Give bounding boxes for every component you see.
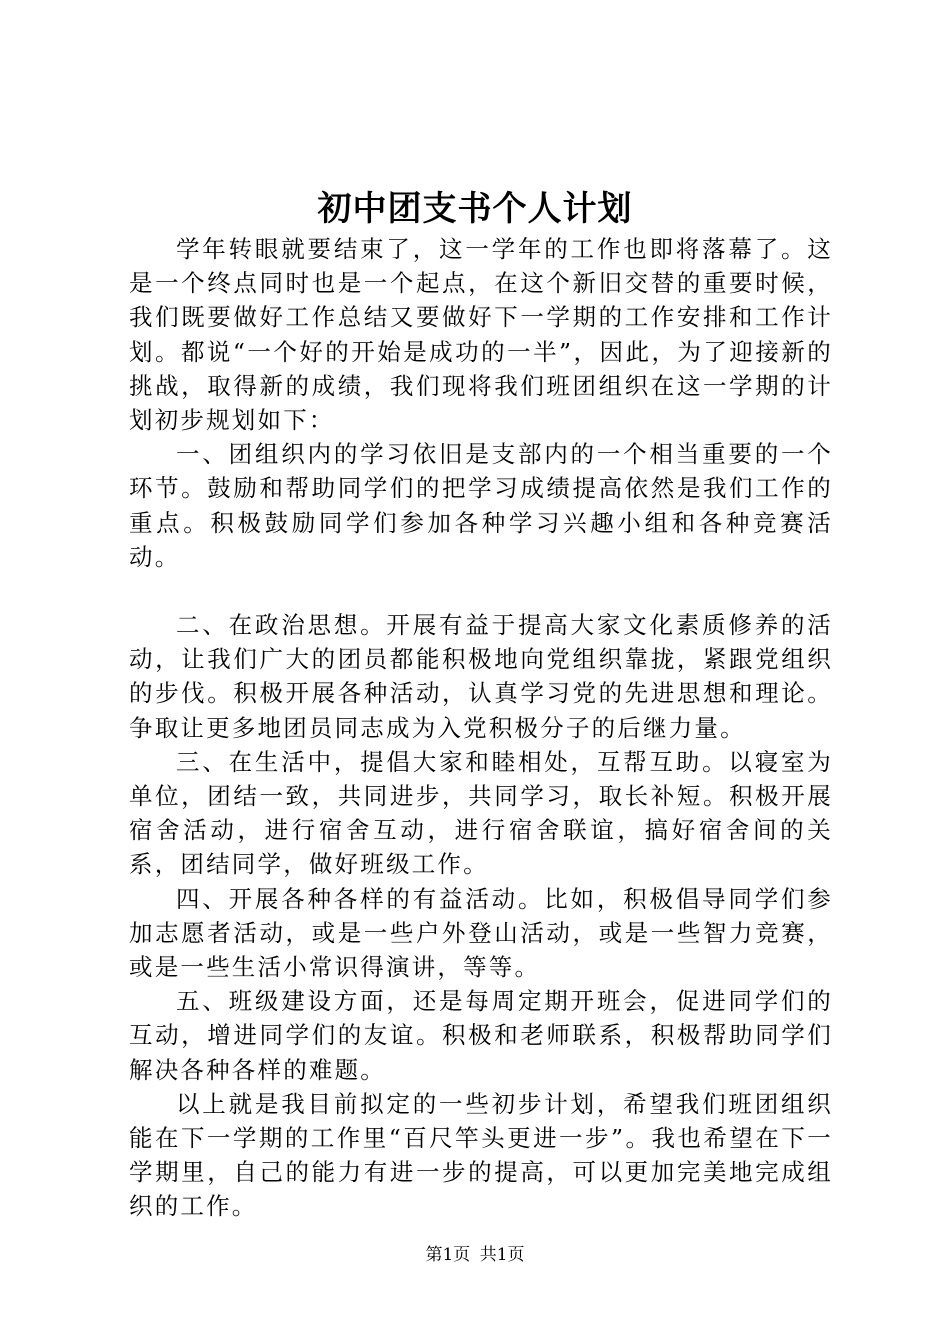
paragraph-item-4: 四、开展各种各样的有益活动。比如，积极倡导同学们参加志愿者活动，或是一些户外登山活动，或是一些智力竞赛，或是一些生活小常识得演讲，等等。 [129,884,833,982]
paragraph-conclusion: 以上就是我目前拟定的一些初步计划，希望我们班团组织能在下一学期的工作里“百尺竿头更进一步”。我也希望在下一学期里，自己的能力有进一步的提高，可以更加完美地完成组织的工作。 [129,1089,833,1221]
paragraph-item-5: 五、班级建设方面，还是每周定期开班会，促进同学们的互动，增进同学们的友谊。积极和老师联系，积极帮助同学们解决各种各样的难题。 [129,987,833,1084]
paragraph-item-2: 二、在政治思想。开展有益于提高大家文化素质修养的活动，让我们广大的团员都能积极地向党组织靠拢，紧跟党组织的步伐。积极开展各种活动，认真学习党的先进思想和理论。争取让更多地团员同志成为入党积极分子的后继力量。 [129,611,833,742]
page-number: 第1页 [425,1245,471,1265]
document-title: 初中团支书个人计划 [317,189,633,229]
page-total: 共1页 [479,1245,525,1265]
paragraph-item-1: 一、团组织内的学习依旧是支部内的一个相当重要的一个环节。鼓励和帮助同学们的把学习成绩提高依然是我们工作的重点。积极鼓励同学们参加各种学习兴趣小组和各种竞赛活动。 [129,440,833,571]
paragraph-intro: 学年转眼就要结束了，这一学年的工作也即将落幕了。这是一个终点同时也是一个起点，在这个新旧交替的重要时候，我们既要做好工作总结又要做好下一学期的工作安排和工作计划。都说“一个好的开始是成功的一半”，因此，为了迎接新的挑战，取得新的成绩，我们现将我们班团组织在这一学期的计划初步规划如下： [129,235,833,435]
document-body [129,232,833,1224]
page-footer [0,1242,950,1268]
paragraph-item-3: 三、在生活中，提倡大家和睦相处，互帮互助。以寝室为单位，团结一致，共同进步，共同学习，取长补短。积极开展宿舍活动，进行宿舍互动，进行宿舍联谊，搞好宿舍间的关系，团结同学，做好班级工作。 [129,747,833,879]
